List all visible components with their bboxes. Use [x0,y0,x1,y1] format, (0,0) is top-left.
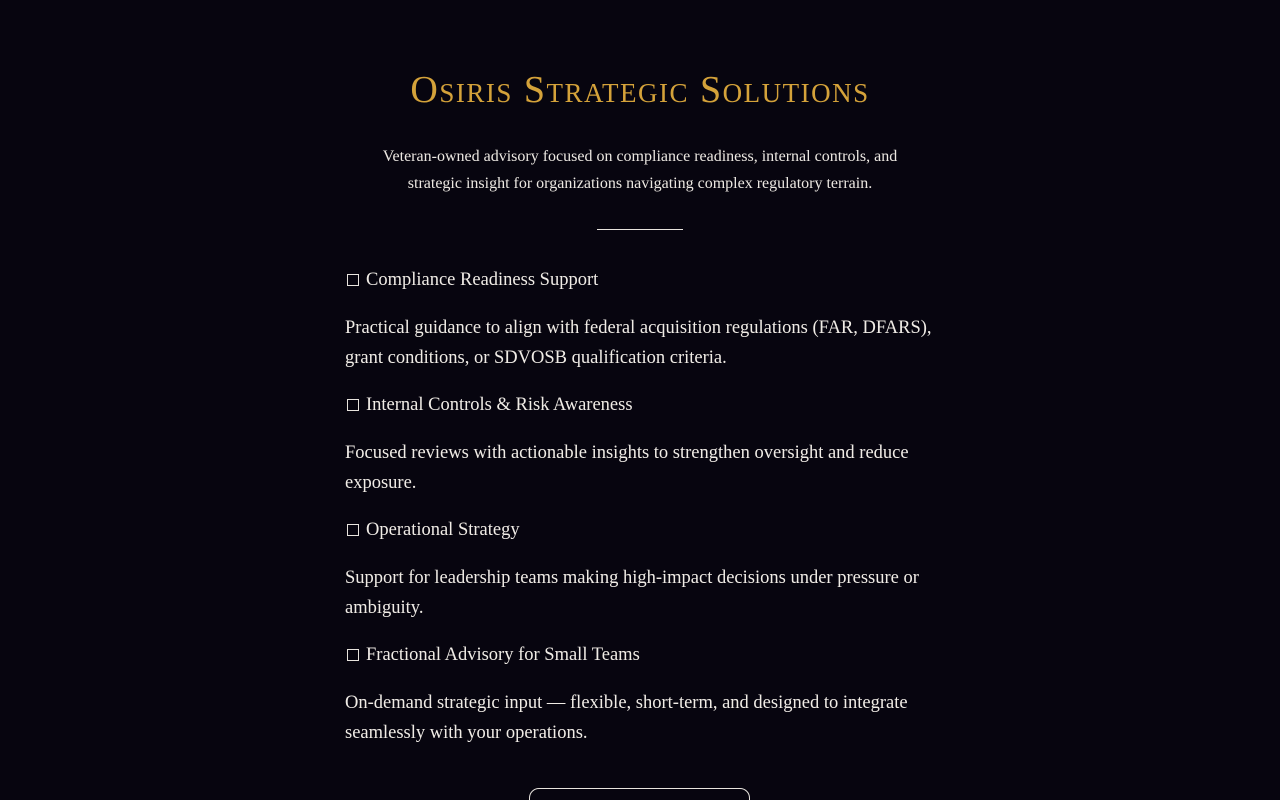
service-title-label: Compliance Readiness Support [366,270,599,290]
tagline: Veteran-owned advisory focused on compliance readiness, internal controls, and strategic insight for organizations navigating complex regulatory terrain. [382,148,898,192]
checkbox-icon [347,399,359,411]
service-description: Practical guidance to align with federal acquisition regulations (FAR, DFARS), grant conditions, or SDVOSB qualification criteria. [345,318,932,368]
services-list [345,266,935,766]
checkbox-icon [347,524,359,536]
divider [597,229,683,230]
service-title [345,266,935,294]
service-title-label: Internal Controls & Risk Awareness [366,395,633,415]
service-title [345,641,935,669]
checkbox-icon [347,274,359,286]
page-title: Osiris Strategic Solutions [410,69,870,111]
cta-button[interactable] [529,788,750,800]
service-item [345,391,935,498]
service-item [345,516,935,623]
service-item [345,266,935,373]
service-description: On-demand strategic input — flexible, short-term, and designed to integrate seamlessly with your operations. [345,693,908,743]
service-title-label: Fractional Advisory for Small Teams [366,645,640,665]
checkbox-icon [347,649,359,661]
service-title [345,391,935,419]
service-description: Support for leadership teams making high-impact decisions under pressure or ambiguity. [345,568,919,618]
service-title-label: Operational Strategy [366,520,520,540]
service-item [345,641,935,748]
service-title [345,516,935,544]
service-description: Focused reviews with actionable insights to strengthen oversight and reduce exposure. [345,443,909,493]
